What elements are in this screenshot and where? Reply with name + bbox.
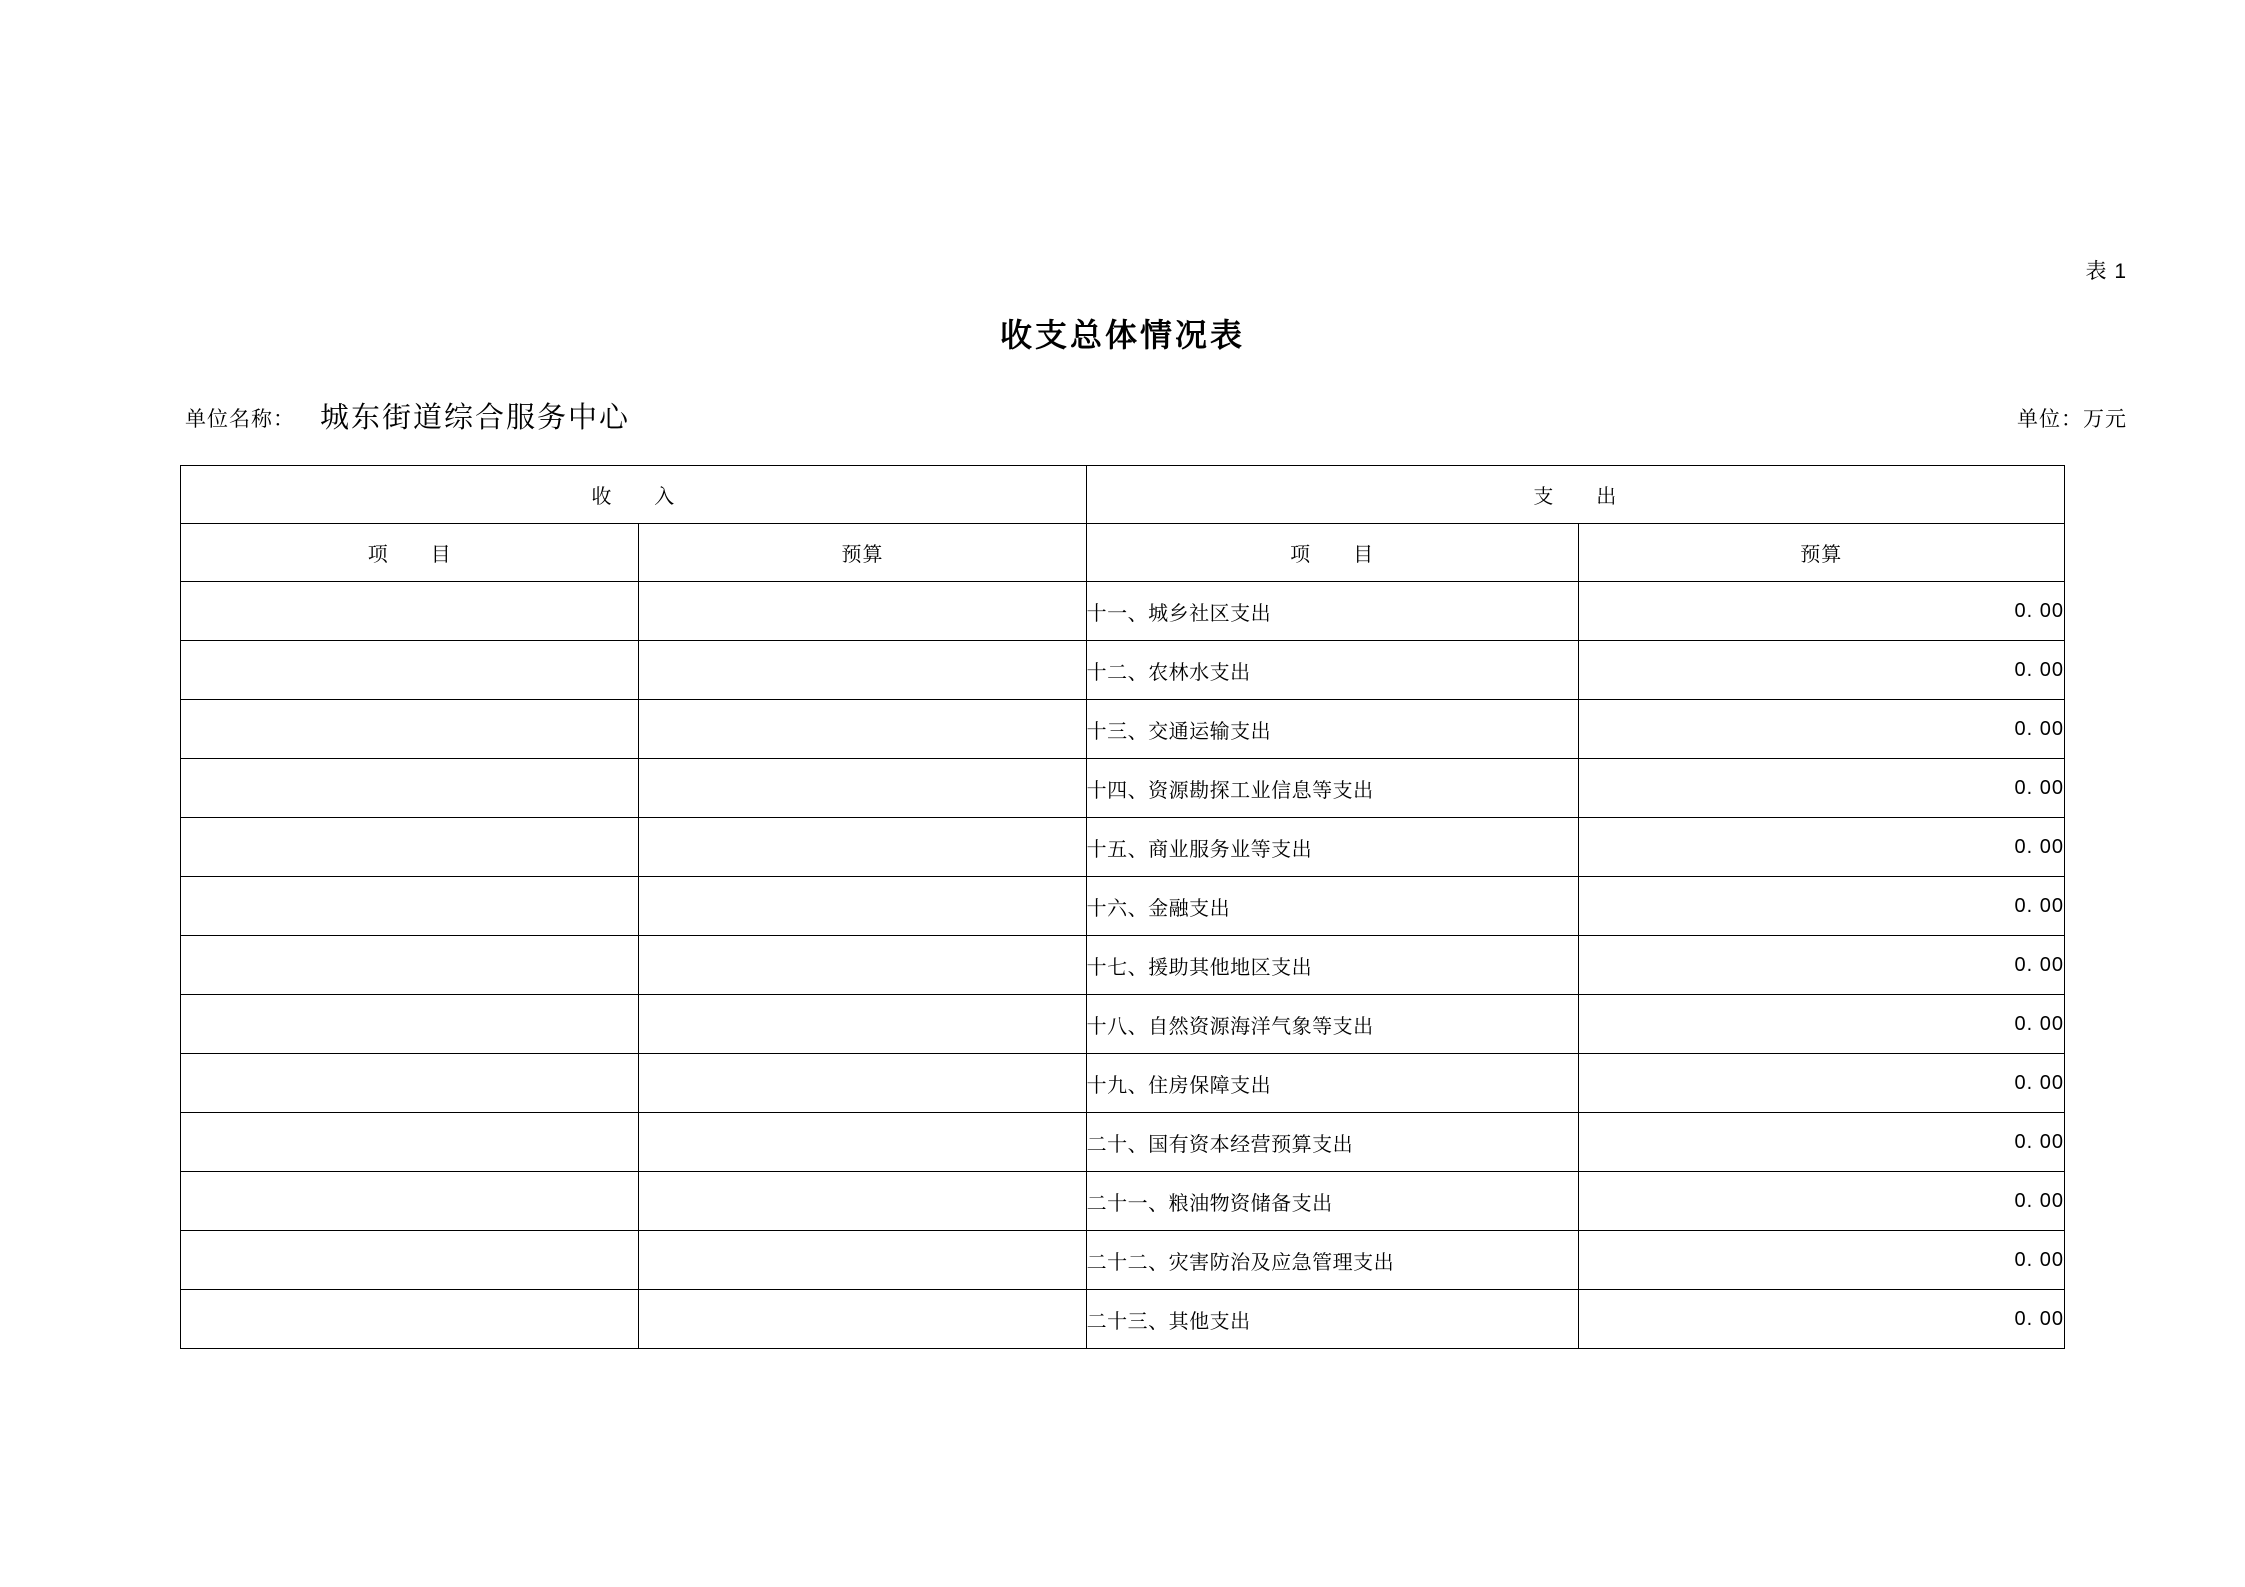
cell-expenditure-budget: 0. 00 [1578, 1231, 2064, 1290]
cell-income-budget [639, 936, 1086, 995]
cell-income-budget [639, 582, 1086, 641]
cell-income-budget [639, 995, 1086, 1054]
cell-income-budget [639, 877, 1086, 936]
table-group-header-row [181, 466, 2065, 524]
cell-expenditure-budget: 0. 00 [1578, 1113, 2064, 1172]
cell-income-budget [639, 1231, 1086, 1290]
cell-income-budget [639, 1290, 1086, 1349]
amount-unit-label: 单位：万元 [2017, 408, 2127, 431]
cell-expenditure-item: 十一、城乡社区支出 [1086, 582, 1578, 641]
document-meta [185, 395, 2127, 435]
cell-income-budget [639, 641, 1086, 700]
table-row [181, 582, 2065, 641]
cell-expenditure-budget: 0. 00 [1578, 582, 2064, 641]
table-row [181, 759, 2065, 818]
cell-expenditure-budget: 0. 00 [1578, 877, 2064, 936]
table-row [181, 877, 2065, 936]
table-number: 表 1 [2085, 260, 2127, 283]
cell-expenditure-item: 十三、交通运输支出 [1086, 700, 1578, 759]
header-income-item: 项 目 [181, 524, 639, 582]
cell-income-budget [639, 818, 1086, 877]
table-row [181, 1113, 2065, 1172]
cell-income-item [181, 700, 639, 759]
cell-expenditure-item: 二十、国有资本经营预算支出 [1086, 1113, 1578, 1172]
unit-name-label: 单位名称： [185, 408, 295, 431]
cell-expenditure-budget: 0. 00 [1578, 818, 2064, 877]
cell-income-budget [639, 700, 1086, 759]
cell-expenditure-budget: 0. 00 [1578, 759, 2064, 818]
cell-income-item [181, 1054, 639, 1113]
cell-income-budget [639, 1113, 1086, 1172]
cell-income-item [181, 995, 639, 1054]
cell-income-item [181, 1231, 639, 1290]
cell-income-item [181, 641, 639, 700]
cell-expenditure-item: 二十三、其他支出 [1086, 1290, 1578, 1349]
cell-expenditure-item: 十四、资源勘探工业信息等支出 [1086, 759, 1578, 818]
cell-expenditure-item: 二十一、粮油物资储备支出 [1086, 1172, 1578, 1231]
table-row [181, 936, 2065, 995]
table-row [181, 1054, 2065, 1113]
cell-income-item [181, 759, 639, 818]
header-income-group: 收 入 [181, 466, 1087, 524]
cell-expenditure-item: 十二、农林水支出 [1086, 641, 1578, 700]
table-row [181, 700, 2065, 759]
cell-income-item [181, 877, 639, 936]
cell-income-budget [639, 759, 1086, 818]
cell-expenditure-item: 十九、住房保障支出 [1086, 1054, 1578, 1113]
table-row [181, 641, 2065, 700]
header-income-budget: 预算 [639, 524, 1086, 582]
page-title: 收支总体情况表 [999, 317, 1245, 353]
header-expenditure-budget: 预算 [1578, 524, 2064, 582]
cell-income-item [181, 1172, 639, 1231]
cell-income-budget [639, 1054, 1086, 1113]
cell-expenditure-budget: 0. 00 [1578, 700, 2064, 759]
cell-income-item [181, 1290, 639, 1349]
cell-expenditure-item: 十八、自然资源海洋气象等支出 [1086, 995, 1578, 1054]
cell-expenditure-item: 十七、援助其他地区支出 [1086, 936, 1578, 995]
cell-expenditure-budget: 0. 00 [1578, 1172, 2064, 1231]
cell-expenditure-budget: 0. 00 [1578, 1054, 2064, 1113]
cell-expenditure-budget: 0. 00 [1578, 1290, 2064, 1349]
table-row [181, 818, 2065, 877]
header-expenditure-group: 支 出 [1086, 466, 2064, 524]
cell-expenditure-item: 二十二、灾害防治及应急管理支出 [1086, 1231, 1578, 1290]
cell-expenditure-budget: 0. 00 [1578, 936, 2064, 995]
header-expenditure-item: 项 目 [1086, 524, 1578, 582]
table-row [181, 1172, 2065, 1231]
cell-income-budget [639, 1172, 1086, 1231]
table-row [181, 1231, 2065, 1290]
cell-expenditure-item: 十六、金融支出 [1086, 877, 1578, 936]
table-row [181, 1290, 2065, 1349]
cell-income-item [181, 936, 639, 995]
cell-income-item [181, 818, 639, 877]
table-row [181, 995, 2065, 1054]
cell-expenditure-budget: 0. 00 [1578, 641, 2064, 700]
budget-table [180, 465, 2065, 1349]
cell-expenditure-budget: 0. 00 [1578, 995, 2064, 1054]
unit-name-value: 城东街道综合服务中心 [320, 402, 631, 434]
table-column-header-row [181, 524, 2065, 582]
cell-income-item [181, 1113, 639, 1172]
cell-income-item [181, 582, 639, 641]
cell-expenditure-item: 十五、商业服务业等支出 [1086, 818, 1578, 877]
